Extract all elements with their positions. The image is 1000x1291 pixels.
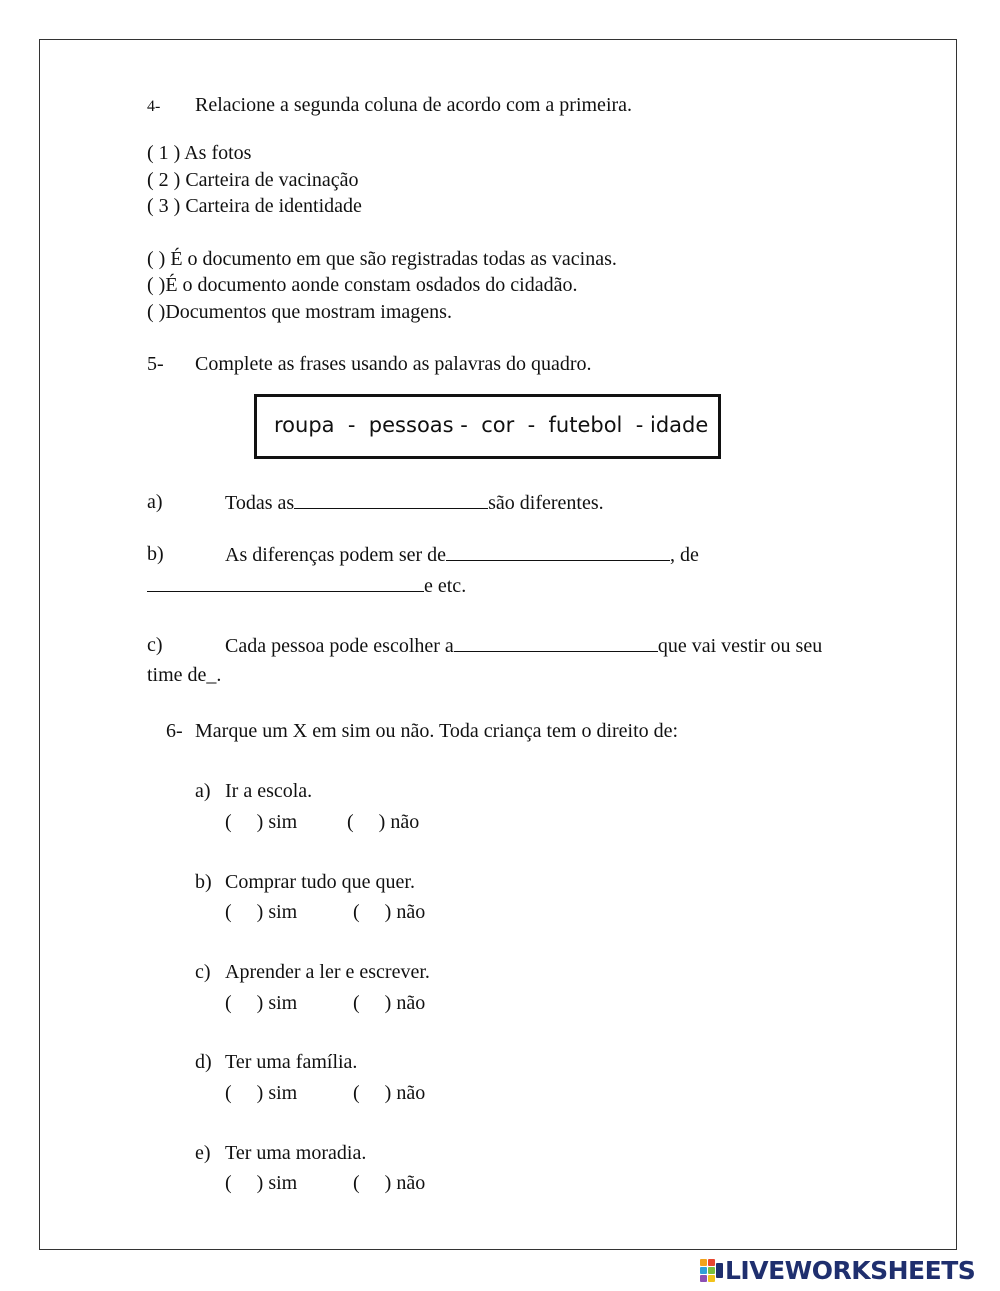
q4-match-3-text: Documentos que mostram imagens. [165,301,452,323]
q6-number: 6- [166,720,183,742]
q5-c-sentence [225,633,822,658]
q6-c-label: c) [195,961,211,983]
q4-item-1: ( 1 ) As fotos [147,142,252,164]
q4-match-2 [147,273,577,297]
q5-c-label: c) [147,634,163,656]
q6-e-text: Ter uma moradia. [225,1142,367,1164]
q5-b-sentence [225,542,699,567]
q6-e-nao[interactable]: ( ) não [353,1172,426,1194]
q6-c-nao[interactable]: ( ) não [353,992,426,1014]
q5-number: 5- [147,353,164,375]
q5-a-after: são diferentes. [488,492,604,514]
q4-match-2-blank[interactable]: ( ) [147,274,166,296]
q6-d-text: Ter uma família. [225,1051,358,1073]
q6-e-sim-label: ) sim [256,1172,298,1194]
q6-e-nao-label: ) não [384,1172,426,1194]
q5-a-before: Todas as [225,492,295,514]
q6-d-sim-label: ) sim [256,1082,298,1104]
q4-match-3 [147,300,452,324]
brand-text: LIVEWORKSHEETS [725,1256,976,1285]
q5-c-after: que vai vestir ou seu [657,635,823,657]
q6-a-sim-label: ) sim [256,811,298,833]
q5-a-sentence [225,490,604,515]
q4-match-3-blank[interactable]: ( ) [147,301,166,323]
q6-b-sim[interactable]: ( ) sim [225,901,298,923]
q5-c-line2: time de_. [147,664,222,686]
q5-b-before: As diferenças podem ser de [225,544,447,566]
q5-b-middle: , de [670,544,699,566]
q5-b-blank-1[interactable] [446,542,670,561]
q5-c-before: Cada pessoa pode escolher a [225,635,454,657]
q5-b-line2 [147,573,466,598]
q6-e-label: e) [195,1142,211,1164]
q6-c-sim[interactable]: ( ) sim [225,992,298,1014]
q5-c-blank[interactable] [454,633,658,652]
q5-b-blank-2[interactable] [147,573,424,592]
q6-b-label: b) [195,871,212,893]
q6-b-text: Comprar tudo que quer. [225,871,415,893]
q6-a-sim[interactable]: ( ) sim [225,811,298,833]
q6-b-nao-label: ) não [384,901,426,923]
q5-title: Complete as frases usando as palavras do quadro. [195,353,592,375]
word-box: roupa - pessoas - cor - futebol - idade [254,394,721,459]
q5-a-blank[interactable] [294,490,488,509]
q6-b-sim-label: ) sim [256,901,298,923]
q6-d-nao[interactable]: ( ) não [353,1082,426,1104]
q5-b-label: b) [147,543,164,565]
q6-d-label: d) [195,1051,212,1073]
q6-b-nao[interactable]: ( ) não [353,901,426,923]
q4-match-1-blank[interactable]: ( ) [147,248,166,270]
q6-d-nao-label: ) não [384,1082,426,1104]
q5-b-after: e etc. [424,575,467,597]
q6-a-label: a) [195,780,211,802]
q6-c-text: Aprender a ler e escrever. [225,961,430,983]
q6-c-nao-label: ) não [384,992,426,1014]
q4-match-1-text: É o documento em que são registradas todas as vacinas. [170,248,617,270]
q6-c-sim-label: ) sim [256,992,298,1014]
q4-number: 4- [147,98,161,115]
q4-item-2: ( 2 ) Carteira de vacinação [147,169,359,191]
q4-title: Relacione a segunda coluna de acordo com a primeira. [195,94,633,116]
q6-e-sim[interactable]: ( ) sim [225,1172,298,1194]
q4-match-1 [147,247,617,271]
q6-a-nao-label: ) não [378,811,420,833]
q6-d-sim[interactable]: ( ) sim [225,1082,298,1104]
liveworksheets-brand[interactable] [700,1257,993,1285]
q5-a-label: a) [147,491,163,513]
liveworksheets-logo-icon [700,1259,724,1283]
q4-match-2-text: É o documento aonde constam osdados do cidadão. [165,274,578,296]
q6-a-nao[interactable]: ( ) não [347,811,420,833]
q6-a-text: Ir a escola. [225,780,313,802]
q6-title: Marque um X em sim ou não. Toda criança tem o direito de: [195,720,679,742]
q4-item-3: ( 3 ) Carteira de identidade [147,195,362,217]
